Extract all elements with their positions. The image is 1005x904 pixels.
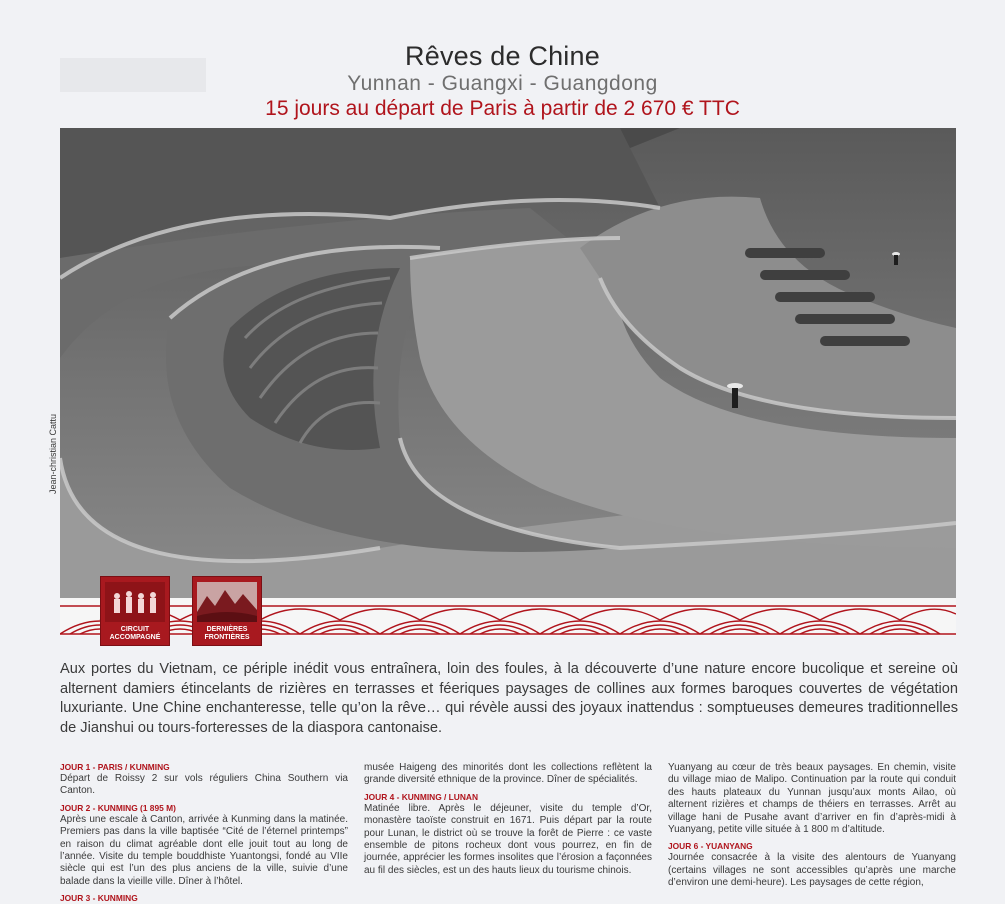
day-heading: JOUR 2 - KUNMING (1 895 M) (60, 802, 176, 813)
mountain-landscape-icon (197, 582, 257, 622)
intro-paragraph: Aux portes du Vietnam, ce périple inédit vous entraînera, loin des foules, à la découverte d’une nature encore bucolique et sereine où alternent damiers étincelants de rizières en terrasses et féeriques paysages de collines aux formes baroques couvertes de végétation luxuriante. Une Chine enchanteresse, telle qu’on la rêve… qui révèle aussi des joyaux inattendus : somptueuses demeures traditionnelles de Jianshui ou tours-forteresses de la diaspora cantonaise. (60, 661, 958, 736)
page-subtitle: Yunnan - Guangxi - Guangdong (347, 72, 658, 95)
day-heading: JOUR 6 - YUANYANG (668, 841, 753, 852)
price-offer: 15 jours au départ de Paris à partir de 2 670 € TTC (265, 97, 740, 120)
day-text: Yuanyang au cœur de très beaux paysages. En chemin, visite du village miao de Malipo. Continuation par la route qui conduit des hauts plateaux du Yunnan jusqu’aux monts Ailao, où alternent rizières et champs de théiers en terrasses. Arrêt au village hani de Pusahe avant d’arriver en fin d’après-midi à Yuanyang, petite ville située à 1 800 m d’altitude. (668, 762, 956, 836)
day-text: Matinée libre. Après le déjeuner, visite du temple d’Or, monastère taoïste construit en 1671. Puis départ par la route pour Lunan, le district où se trouve la forêt de Pierre : ce vaste ensemble de pitons rocheux dont vous pourrez, en fin de journée, apprécier les formes insolites que l’érosion a façonnées au fil des siècles, est un des hauts lieux du tourisme chinois. (364, 802, 652, 876)
badge-guided-tour (100, 576, 170, 646)
day-text: Après une escale à Canton, arrivée à Kunming dans la matinée. Premiers pas dans la ville baptisée “Cité de l’éternel printemps” en raison du climat agréable dont elle jouit tout au long de l’année. Visite du temple bouddhiste Yuantongsi, fondé au VIIe siècle qui est l’un des plus anciens de la ville, suivie d’une balade dans la vieille ville. Dîner à l’hôtel. (60, 813, 348, 887)
day-text: Départ de Roissy 2 sur vols réguliers China Southern via Canton. (60, 773, 348, 797)
header (0, 40, 1005, 122)
guided-group-icon (105, 582, 165, 622)
rice-terraces-photo (60, 128, 956, 600)
day-heading: JOUR 3 - KUNMING (60, 893, 138, 904)
badge-last-frontiers (192, 576, 262, 646)
badge-guided-tour-label: CIRCUIT ACCOMPAGNÉ (109, 626, 161, 641)
photo-credit: Jean-christian Cattu (48, 413, 58, 494)
itinerary-column-3 (668, 762, 956, 890)
day-heading: JOUR 4 - KUNMING / LUNAN (364, 791, 478, 802)
badge-last-frontiers-label: DERNIÈRES FRONTIÈRES (204, 626, 250, 641)
itinerary-column-2 (364, 762, 652, 877)
page-title: Rêves de Chine (405, 41, 600, 71)
itinerary-column-1 (60, 762, 348, 904)
day-text: Journée consacrée à la visite des alentours de Yuanyang (certains villages ne sont accessibles qu’après une marche d’environ une demi-heure). Les paysages de cette région, (668, 852, 956, 889)
day-text: musée Haigeng des minorités dont les collections reflètent la grande diversité ethnique de la province. Dîner de spécialités. (364, 762, 652, 786)
day-heading: JOUR 1 - PARIS / KUNMING (60, 762, 170, 772)
